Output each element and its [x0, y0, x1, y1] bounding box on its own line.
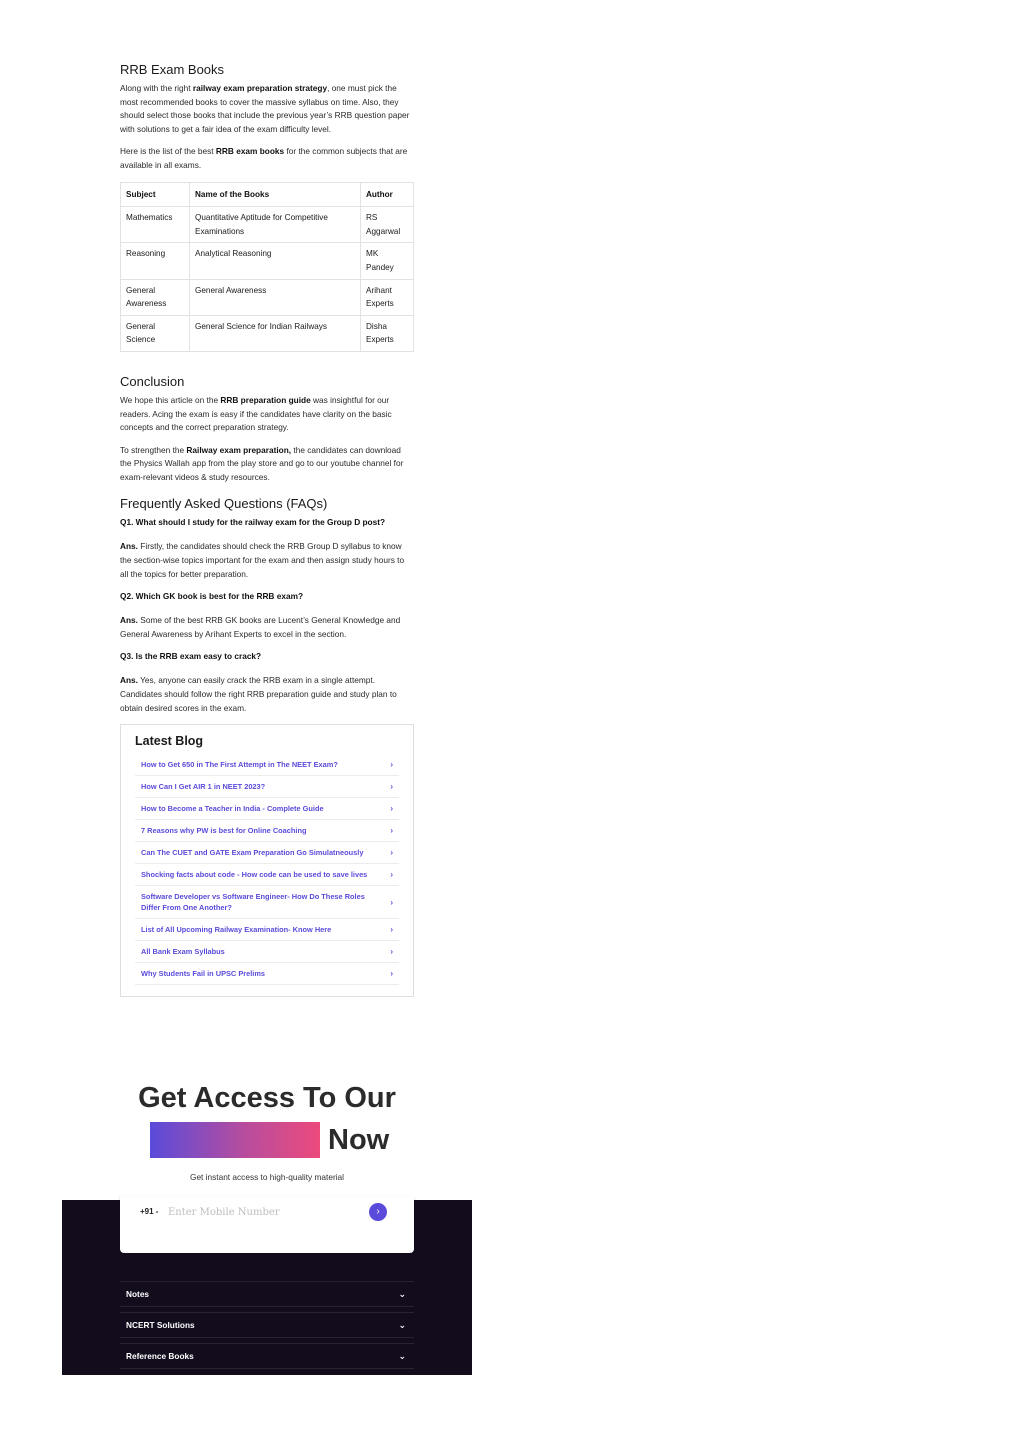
- chevron-right-icon: ›: [390, 782, 393, 792]
- chevron-right-icon: ›: [390, 925, 393, 935]
- table-cell: RS Aggarwal: [361, 207, 414, 243]
- table-cell: Analytical Reasoning: [190, 243, 361, 279]
- footer-accordion: [120, 1281, 414, 1374]
- table-header-cell: Author: [361, 182, 414, 207]
- faq-question: Q1. What should I study for the railway exam for the Group D post?: [120, 517, 386, 528]
- chevron-right-icon: ›: [376, 1206, 380, 1217]
- table-row: [121, 279, 414, 315]
- submit-phone-button[interactable]: [369, 1203, 387, 1221]
- books-intro: Along with the right railway exam preparation strategy, one must pick the most recommended books to cover the massive syllabus on time. Also, they should select those books that include the previous year’s RRB question paper with solutions to get a fair idea of the exam difficulty level.: [120, 83, 410, 134]
- chevron-right-icon: ›: [390, 969, 393, 979]
- table-cell: General Awareness: [190, 279, 361, 315]
- blog-link[interactable]: List of All Upcoming Railway Examination- Know Here ›: [135, 919, 399, 941]
- faq-answer: Ans. Some of the best RRB GK books are Lucent’s General Knowledge and General Awareness by Arihant Experts to excel in the section.: [120, 615, 401, 639]
- table-row: [121, 243, 414, 279]
- chevron-right-icon: ›: [390, 870, 393, 880]
- country-code: +91 -: [140, 1207, 159, 1216]
- table-cell: MK Pandey: [361, 243, 414, 279]
- conclusion-paragraph-2: To strengthen the Railway exam preparation, the candidates can download the Physics Wallah app from the play store and go to our youtube channel for exam-relevant videos & study resources.: [120, 444, 404, 482]
- table-header-cell: Name of the Books: [190, 182, 361, 207]
- faq-question: Q3. Is the RRB exam easy to crack?: [120, 651, 262, 662]
- table-cell: General Science for Indian Railways: [190, 315, 361, 351]
- chevron-right-icon: ›: [390, 760, 393, 770]
- faq-answer: Ans. Firstly, the candidates should check the RRB Group D syllabus to know the section-wise topics important for the exam and then assign study hours to all the topics for better preparation.: [120, 541, 405, 579]
- table-row: [121, 207, 414, 243]
- latest-blog-box: [120, 724, 414, 997]
- table-cell: Arihant Experts: [361, 279, 414, 315]
- table-header-row: [121, 182, 414, 207]
- blog-link[interactable]: How to Become a Teacher in India - Complete Guide ›: [135, 798, 399, 820]
- footer-item-reference-books[interactable]: Reference Books ⌄: [120, 1343, 414, 1369]
- books-heading: RRB Exam Books: [120, 62, 225, 77]
- cta-title: Get Access To Our: [138, 1082, 396, 1114]
- blog-link[interactable]: All Bank Exam Syllabus ›: [135, 941, 399, 963]
- article-content: [120, 62, 414, 997]
- faq-heading: Frequently Asked Questions (FAQs): [120, 496, 328, 512]
- blog-link[interactable]: Why Students Fail in UPSC Prelims ›: [135, 963, 399, 985]
- latest-blog-heading: Latest Blog: [135, 734, 204, 749]
- table-header-cell: Subject: [121, 182, 190, 207]
- conclusion-heading: Conclusion: [120, 373, 185, 389]
- table-row: [121, 315, 414, 351]
- blog-link[interactable]: How Can I Get AIR 1 in NEET 2023? ›: [135, 776, 399, 798]
- table-cell: Reasoning: [121, 243, 190, 279]
- table-cell: Disha Experts: [361, 315, 414, 351]
- faq-question: Q2. Which GK book is best for the RRB exam?: [120, 591, 304, 602]
- footer-item-notes[interactable]: Notes ⌄: [120, 1281, 414, 1307]
- cta-subtitle: Get instant access to high-quality material: [189, 1172, 345, 1182]
- books-table: [120, 182, 414, 352]
- faq-answer: Ans. Yes, anyone can easily crack the RRB exam in a single attempt. Candidates should follow the right RRB preparation guide and study plan to obtain desired scores in the exam.: [120, 675, 397, 713]
- chevron-right-icon: ›: [390, 848, 393, 858]
- cta-now-text: Now: [328, 1123, 390, 1156]
- chevron-right-icon: ›: [390, 804, 393, 814]
- chevron-right-icon: ›: [390, 826, 393, 836]
- chevron-right-icon: ›: [390, 897, 393, 907]
- books-list-intro: Here is the list of the best RRB exam books for the common subjects that are available in all exams.: [120, 146, 408, 170]
- chevron-right-icon: ›: [390, 947, 393, 957]
- blog-link[interactable]: How to Get 650 in The First Attempt in The NEET Exam? ›: [135, 754, 399, 776]
- chevron-down-icon: ⌄: [398, 1319, 406, 1330]
- conclusion-paragraph-1: We hope this article on the RRB preparation guide was insightful for our readers. Acing the exam is easy if the candidates have clarity on the basic concepts and the correct preparation strategy.: [120, 394, 392, 433]
- cta-highlight-row: [150, 1122, 389, 1158]
- gradient-highlight: [150, 1122, 320, 1158]
- blog-link[interactable]: Can The CUET and GATE Exam Preparation Go Simulatneously ›: [135, 842, 399, 864]
- mobile-number-input[interactable]: [166, 1206, 350, 1219]
- chevron-down-icon: ⌄: [398, 1288, 406, 1299]
- table-cell: General Awareness: [121, 279, 190, 315]
- table-cell: Mathematics: [121, 207, 190, 243]
- blog-link[interactable]: Software Developer vs Software Engineer- How Do These Roles Differ From One Another? ›: [135, 886, 399, 919]
- table-cell: Quantitative Aptitude for Competitive Examinations: [190, 207, 361, 243]
- phone-signup-card: [120, 1196, 414, 1253]
- blog-link[interactable]: Shocking facts about code - How code can be used to save lives ›: [135, 864, 399, 886]
- table-cell: General Science: [121, 315, 190, 351]
- blog-link[interactable]: 7 Reasons why PW is best for Online Coaching ›: [135, 820, 399, 842]
- footer-item-ncert-solutions[interactable]: NCERT Solutions ⌄: [120, 1312, 414, 1338]
- chevron-down-icon: ⌄: [398, 1350, 406, 1361]
